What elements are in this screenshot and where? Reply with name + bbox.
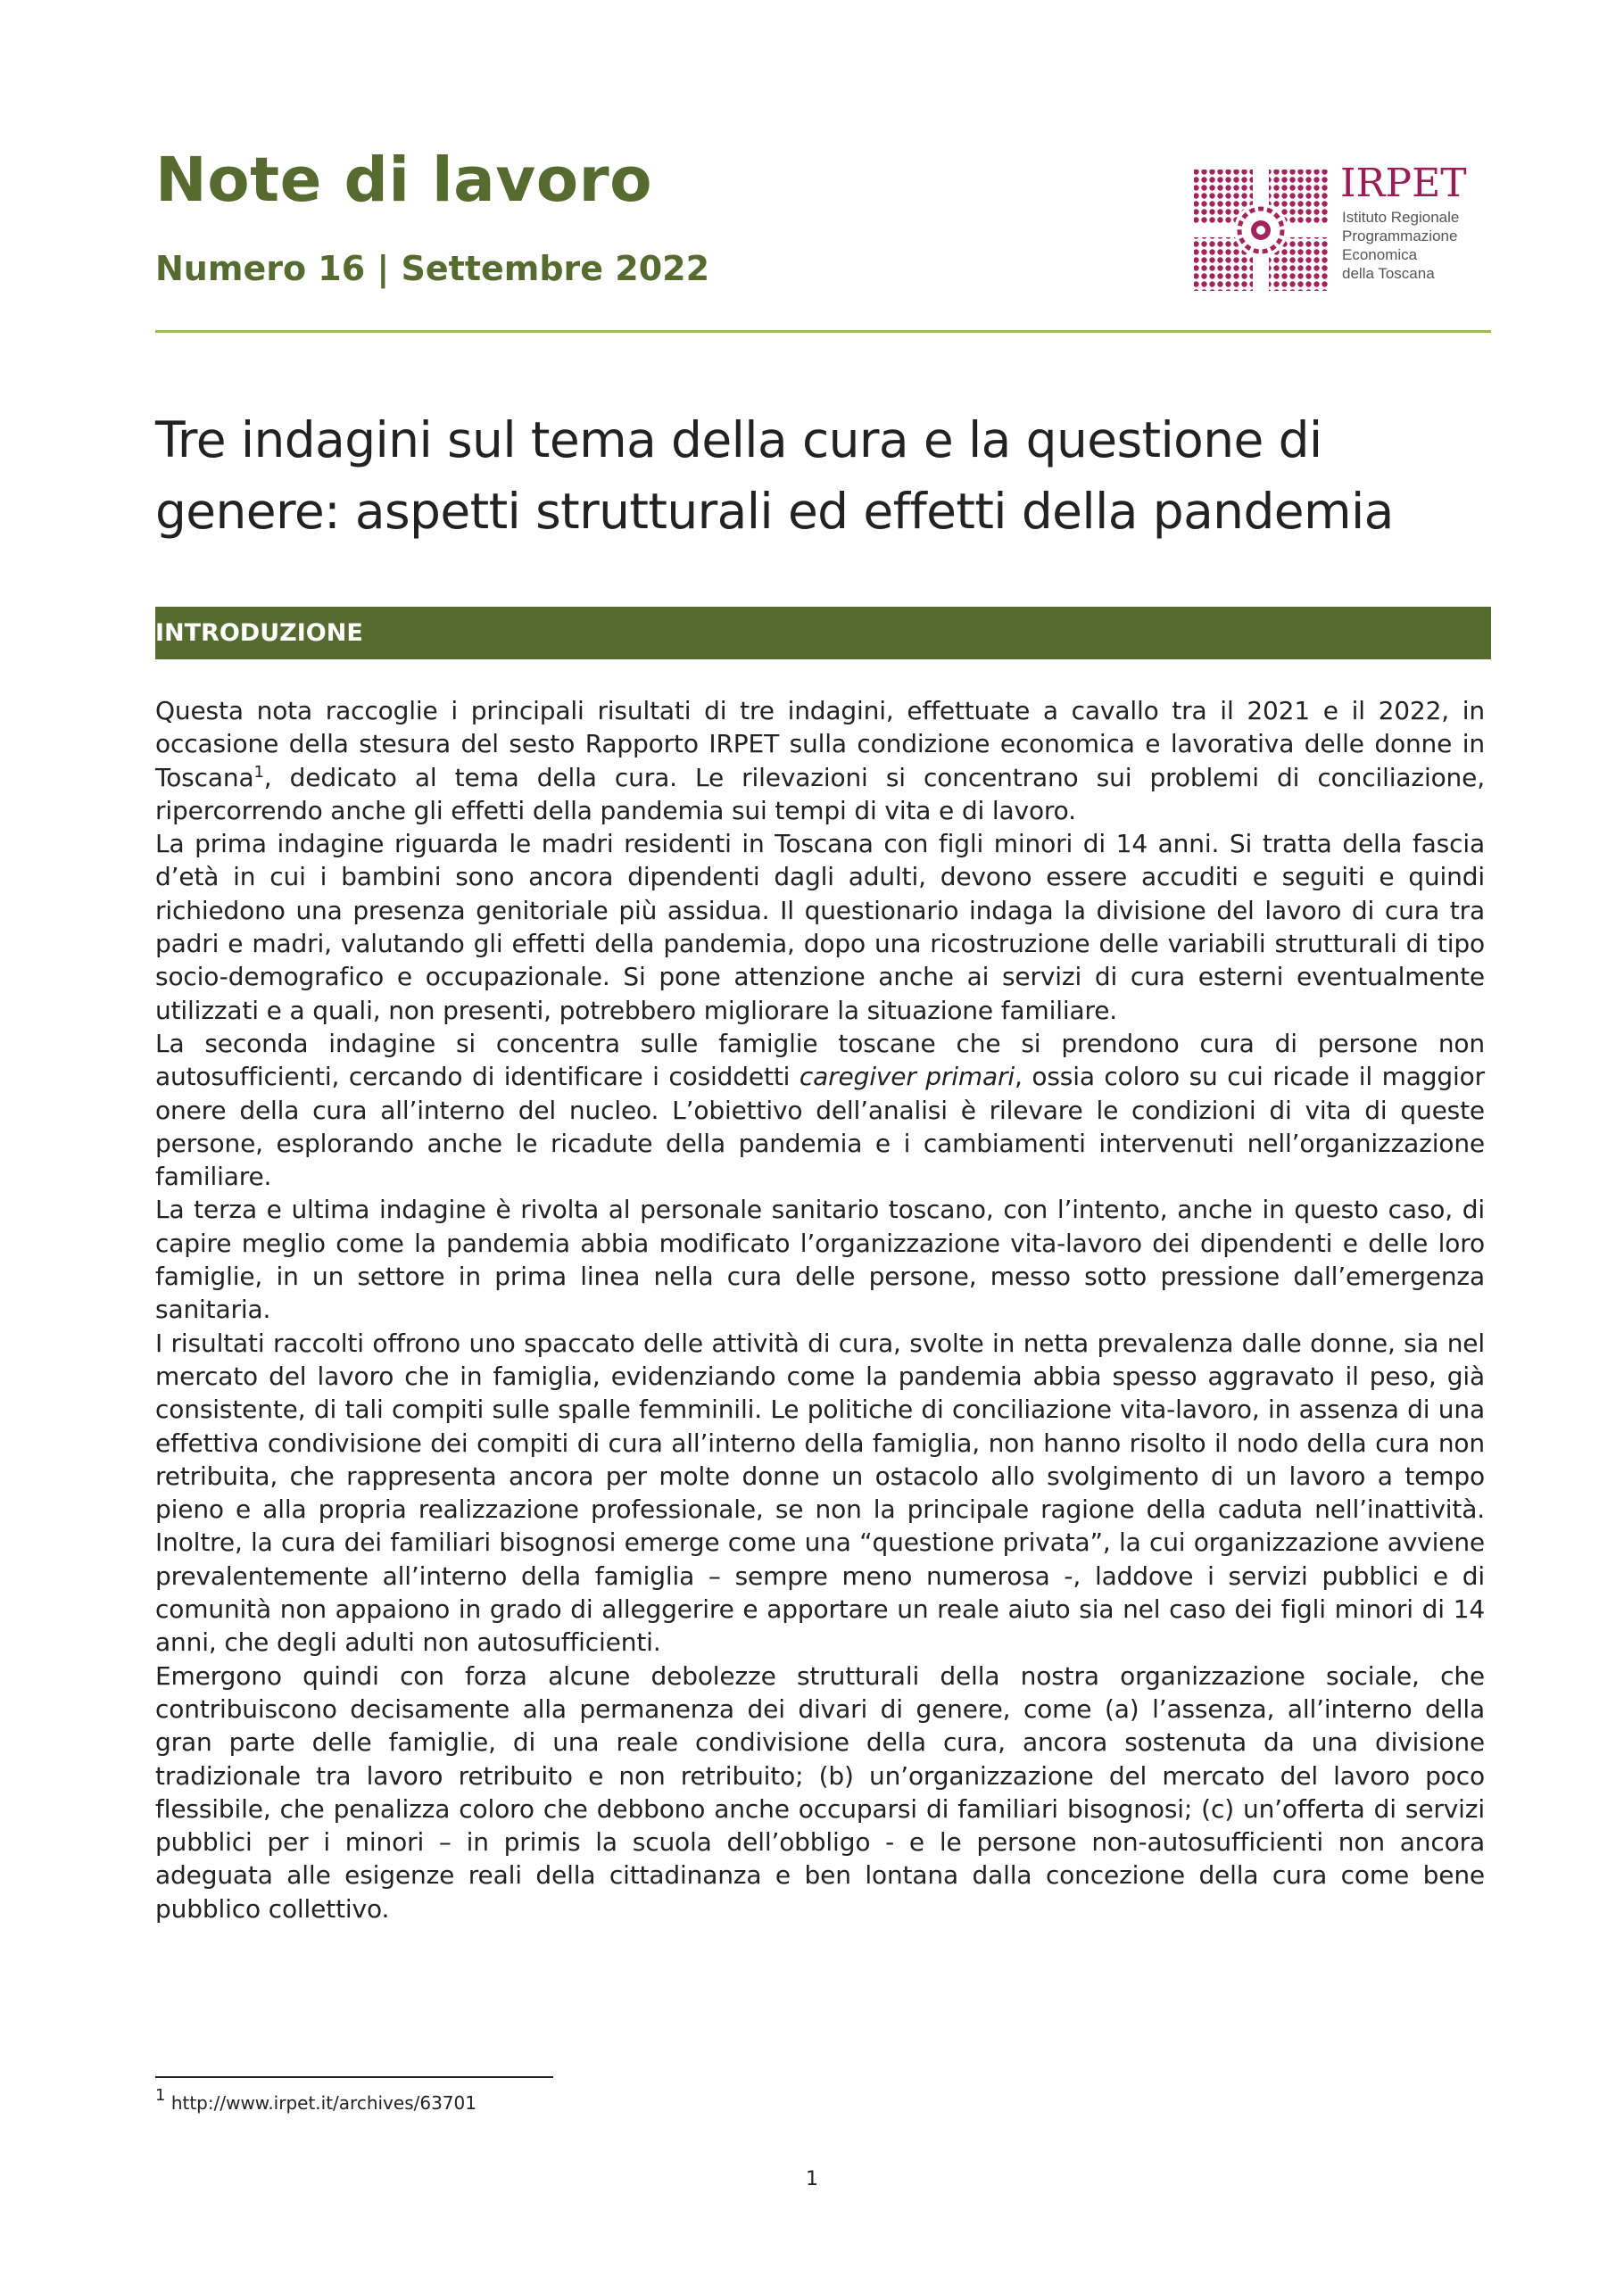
paragraph: La terza e ultima indagine è rivolta al personale sanitario toscano, con l’intento, anche in questo caso, di capire meglio come la pandemia abbia modificato l’organizzazione vita-lavoro dei dipendenti e delle loro famiglie, in un settore in prima linea nella cura delle persone, messo sotto pressione dall’emergenza sanitaria. [155,1195,1485,1325]
paragraph [155,694,1485,827]
paragraph-text: , dedicato al tema della cura. Le rilevazioni si concentrano sui problemi di conciliazione, ripercorrendo anche gli effetti della pandemia sui tempi di vita e di lavoro. [155,762,1485,825]
footnote-ref[interactable]: 1 [253,762,264,782]
paragraph-text: , ossia coloro su cui ricade il maggior onere della cura all’interno del nucleo. L’obiettivo dell’analisi è rilevare le condizioni di vita di queste persone, esplorando anche le ricadute della pandemia e i cambiamenti intervenuti nell’organizzazione familiare. [155,1062,1485,1192]
logo-subtitle-line: Economica [1342,246,1418,263]
section-heading-bar [155,607,1491,659]
footnote-link[interactable]: http://www.irpet.it/archives/63701 [170,2092,476,2114]
paragraph: Emergono quindi con forza alcune debolezze strutturali della nostra organizzazione sociale, che contribuiscono decisamente alla permanenza dei divari di genere, come (a) l’assenza, all’interno della gran parte delle famiglie, di una reale condivisione della cura, ancora sostenuta da una divisione tradizionale tra lavoro retribuito e non retribuito; (b) un’organizzazione del mercato del lavoro poco flessibile, che penalizza coloro che debbono anche occuparsi di familiari bisognosi; (c) un’offerta di servizi pubblici per i minori – in primis la scuola dell’obbligo - e le persone non-autosufficienti non ancora adeguata alle esigenze reali della cittadinanza e ben lontana dalla concezione della cura come bene pubblico collettivo. [155,1660,1485,1924]
logo-subtitle-line: Istituto Regionale [1342,209,1460,226]
paragraph-text: La seconda indagine si concentra sulle famiglie toscane che si prendono cura di persone non autosufficienti, cercando di identificare i cosiddetti [155,1028,1485,1092]
footnote [155,2086,476,2114]
paragraph-text: Questa nota raccoglie i principali risultati di tre indagini, effettuate a cavallo tra il 2021 e il 2022, in occasione della stesura del sesto Rapporto IRPET sulla condizione economica e lavorativa delle donne in Toscana [155,696,1485,792]
paragraph [155,1027,1485,1193]
issue-number-date: Numero 16 | Settembre 2022 [155,249,710,288]
irpet-logo [1192,161,1496,293]
logo-mark-icon [1192,168,1330,293]
logo-name: IRPET [1340,161,1467,206]
paragraph: I risultati raccolti offrono uno spaccato delle attività di cura, svolte in netta prevalenza dalle donne, sia nel mercato del lavoro che in famiglia, evidenziando come la pandemia abbia spesso aggravato il peso, già consistente, di tali compiti sulle spalle femminili. Le politiche di conciliazione vita-lavoro, in assenza di una effettiva condivisione dei compiti di cura all’interno della famiglia, non hanno risolto il nodo della cura non retribuita, che rappresenta ancora per molte donne un ostacolo allo svolgimento di un lavoro a tempo pieno e alla propria realizzazione professionale, se non la principale ragione della caduta nell’inattività. Inoltre, la cura dei familiari bisognosi emerge come una “questione privata”, la cui organizzazione avviene prevalentemente all’interno della famiglia – sempre meno numerosa -, laddove i servizi pubblici e di comunità non appaiono in grado di alleggerire e apportare un reale aiuto sia nel caso dei figli minori di 14 anni, che degli adulti non autosufficienti. [155,1328,1485,1658]
footnote-divider [155,2076,553,2078]
series-title: Note di lavoro [155,145,653,216]
logo-subtitle [1342,208,1503,283]
body-text [155,694,1485,1925]
document-title: Tre indagini sul tema della cura e la questione di genere: aspetti strutturali ed effetti della pandemia [155,411,1394,540]
emphasis-text: caregiver primari [799,1062,1015,1092]
paragraph: La prima indagine riguarda le madri residenti in Toscana con figli minori di 14 anni. Si tratta della fascia d’età in cui i bambini sono ancora dipendenti dagli adulti, devono essere accuditi e seguiti e quindi richiedono una presenza genitoriale più assidua. Il questionario indaga la divisione del lavoro di cura tra padri e madri, valutando gli effetti della pandemia, dopo una ricostruzione delle variabili strutturali di tipo socio-demografico e occupazionale. Si pone attenzione anche ai servizi di cura esterni eventualmente utilizzati e a quali, non presenti, potrebbero migliorare la situazione familiare. [155,829,1485,1025]
logo-subtitle-line: Programmazione [1342,228,1458,244]
logo-subtitle-line: della Toscana [1342,265,1435,282]
footnote-marker: 1 [155,2086,166,2105]
page-number: 1 [806,2168,818,2190]
header-divider [155,330,1491,333]
section-heading: INTRODUZIONE [155,619,363,647]
